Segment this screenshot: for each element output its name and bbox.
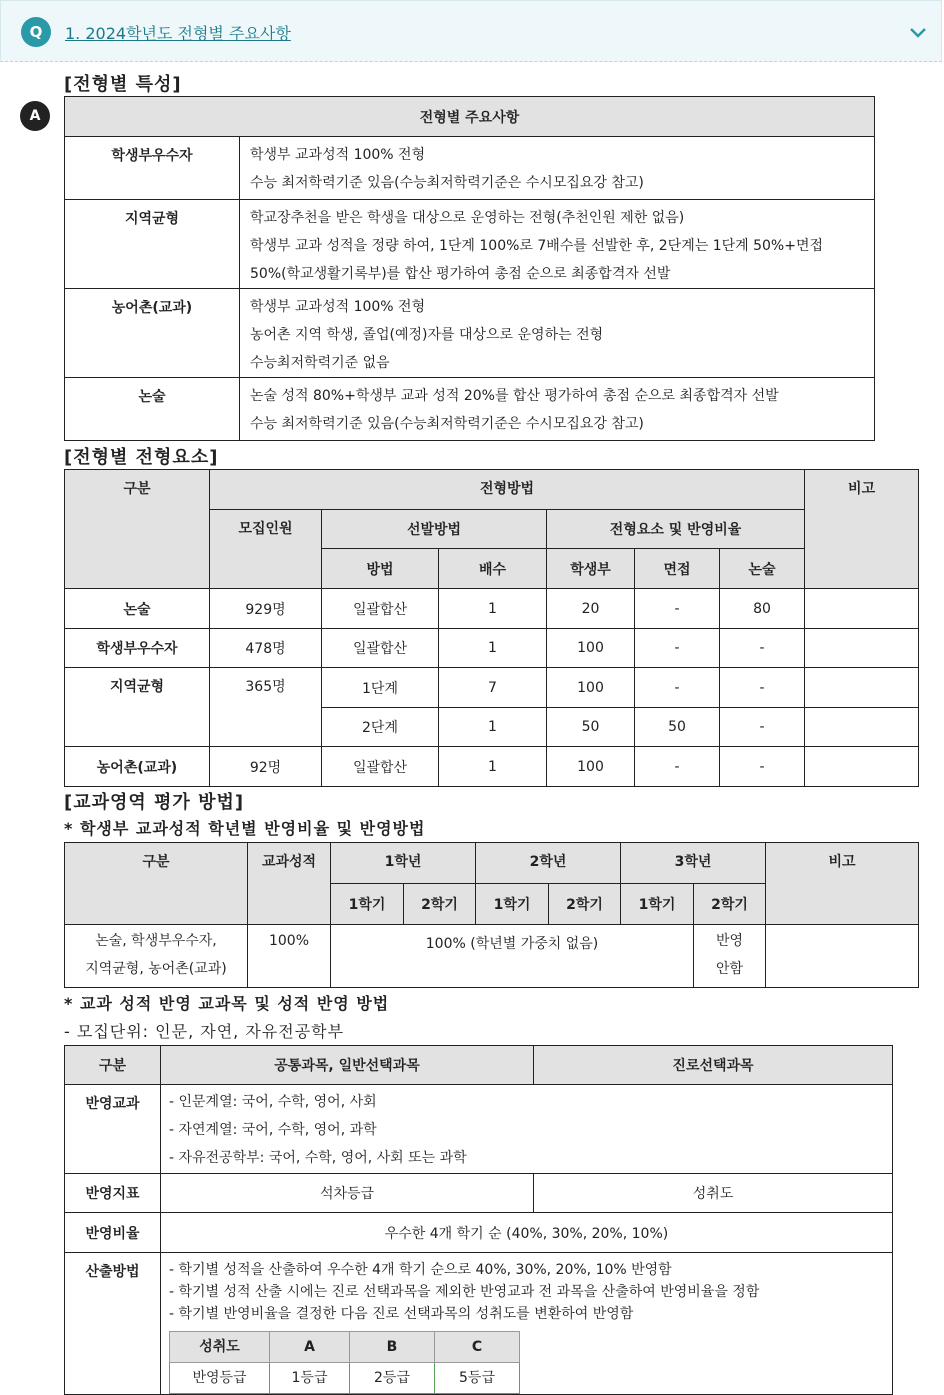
header-note: 비고 (805, 470, 919, 589)
subheading-grade-ratio: * 학생부 교과성적 학년별 반영비율 및 반영방법 (64, 819, 426, 838)
question-title-link[interactable]: 1. 2024학년도 전형별 주요사항 (65, 24, 291, 43)
header-essay: 논술 (720, 549, 805, 589)
question-header[interactable] (0, 0, 942, 62)
question-badge: Q (21, 17, 51, 47)
row-label: 지역균형 (65, 200, 240, 289)
answer-badge: A (20, 101, 50, 131)
row-content: 학생부 교과성적 100% 전형 수능 최저학력기준 있음(수능최저학력기준은 수시모집요강 참고) (240, 137, 875, 200)
section-heading-elements: [전형별 전형요소] (64, 447, 219, 468)
row-content: 학생부 교과성적 100% 전형 농어촌 지역 학생, 졸업(예정)자를 대상으로 운영하는 전형 수능최저학력기준 없음 (240, 289, 875, 378)
header-multiple: 배수 (439, 549, 547, 589)
table-row: 농어촌(교과) 92명 일괄합산 1 100 - - (65, 747, 919, 787)
table-header: 전형별 주요사항 (65, 97, 875, 137)
header-record: 학생부 (547, 549, 635, 589)
row-label: 학생부우수자 (65, 137, 240, 200)
header-method: 방법 (322, 549, 439, 589)
table-row: 논술 929명 일괄합산 1 20 - 80 (65, 589, 919, 629)
section-heading-evaluation: [교과영역 평가 방법] (64, 792, 245, 813)
header-recruit: 모집인원 (210, 510, 322, 589)
chevron-down-icon[interactable] (907, 21, 929, 43)
elements-table (64, 469, 919, 787)
characteristics-table (64, 96, 875, 441)
subjects-table: 구분 공통과목, 일반선택과목 진로선택과목 반영교과 - 인문계열: 국어, 수학, 영어, 사회 - 자연계열: 국어, 수학, 영어, 과학 - 자유전공학부: 국어, 수학, 영어, 사회 또는 과학 반영지표 석차등급 성취도 반영비율 우수한 4개 학기 순 (40%, 30%, 20%, 10%) 산출방법 - 학기별 성적을 산출하여 우수한 4개 학기 순으로 40%, 30%, 20%, 10% 반영함 - 학기별 성적 산출 시에는 진로 선택과목을 제외한 반영교과 전 과목을 산출하여 반영비율을 정함 - 학기별 반영비율을 결정한 다음 진로 선택과목의 성취도를 변환하여 반영함 성취도 A B C 반영등급 1등급 2등급 5등급 (64, 1045, 893, 1395)
section-heading-characteristics: [전형별 특성] (64, 74, 182, 95)
table-row: 2단계 1 50 50 - (65, 708, 919, 747)
row-content: 논술 성적 80%+학생부 교과 성적 20%를 합산 평가하여 총점 순으로 최종합격자 선발 수능 최저학력기준 있음(수능최저학력기준은 수시모집요강 참고) (240, 378, 875, 441)
header-selection: 선발방법 (322, 510, 547, 549)
row-content: 학교장추천을 받은 학생을 대상으로 운영하는 전형(추천인원 제한 없음) 학생부 교과 성적을 정량 하여, 1단계 100%로 7배수를 선발한 후, 2단계는 1단계 50%+면접 50%(학교생활기록부)를 합산 평가하여 총점 순으로 최종합격자 선발 (240, 200, 875, 289)
table-row: 지역균형 365명 1단계 7 100 - - (65, 668, 919, 708)
row-label: 농어촌(교과) (65, 289, 240, 378)
row-label: 논술 (65, 378, 240, 441)
table-row: 논술, 학생부우수자, 지역균형, 농어촌(교과) 100% 100% (학년별 가중치 없음) 반영 안함 (65, 925, 919, 988)
header-elements: 전형요소 및 반영비율 (547, 510, 805, 549)
header-interview: 면접 (635, 549, 720, 589)
achievement-conversion-table: 성취도 A B C 반영등급 1등급 2등급 5등급 (169, 1331, 520, 1394)
subheading-subjects: * 교과 성적 반영 교과목 및 성적 반영 방법 (64, 994, 390, 1013)
header-method-group: 전형방법 (210, 470, 805, 510)
header-category: 구분 (65, 470, 210, 589)
table-row: 학생부우수자 478명 일괄합산 1 100 - - (65, 629, 919, 668)
grade-ratio-table: 구분 교과성적 1학년 2학년 3학년 비고 1학기 2학기 1학기 2학기 1학기 2학기 논술, 학생부우수자, 지역균형, 농어촌(교과) 100% 100% (학년별 가중치 없음) 반영 안함 (64, 842, 919, 988)
recruit-unit: - 모집단위: 인문, 자연, 자유전공학부 (64, 1022, 345, 1041)
